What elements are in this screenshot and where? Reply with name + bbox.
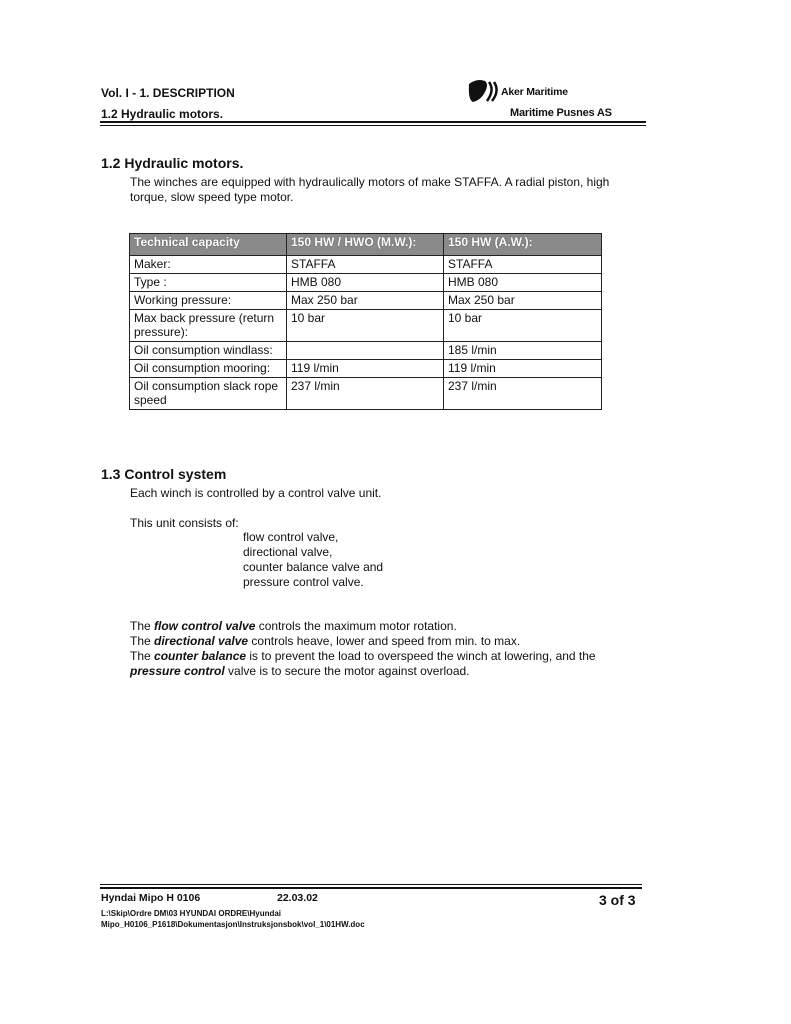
- desc-text: controls heave, lower and speed from min. to max.: [248, 634, 521, 648]
- table-cell: Maker:: [130, 256, 287, 274]
- table-cell: 185 l/min: [444, 342, 602, 360]
- desc-term: pressure control: [130, 664, 225, 678]
- desc-text: The: [130, 619, 155, 633]
- table-row: [130, 310, 602, 342]
- footer-rule-thin: [100, 884, 642, 885]
- list-item: flow control valve,: [243, 530, 339, 544]
- desc-line: [130, 664, 650, 679]
- table-row: [130, 378, 602, 410]
- desc-text: controls the maximum motor rotation.: [255, 619, 457, 633]
- desc-text: valve is to secure the motor against overload.: [224, 664, 470, 678]
- list-item: counter balance valve and: [243, 560, 384, 574]
- footer-project: Hyndai Mipo H 0106: [101, 892, 201, 904]
- table-cell: Max 250 bar: [444, 292, 602, 310]
- table-cell: 237 l/min: [287, 378, 444, 410]
- table-row: [130, 256, 602, 274]
- valve-list: [243, 530, 383, 590]
- desc-line: [130, 619, 650, 634]
- table-cell: STAFFA: [287, 256, 444, 274]
- valve-descriptions: [130, 619, 650, 679]
- table-cell: Type :: [130, 274, 287, 292]
- table-cell: 10 bar: [444, 310, 602, 342]
- desc-line: [130, 649, 650, 664]
- table-cell: 10 bar: [287, 310, 444, 342]
- table-cell: Max back pressure (return pressure):: [130, 310, 287, 342]
- control-intro: Each winch is controlled by a control valve unit.: [130, 486, 382, 500]
- header-subsidiary: Maritime Pusnes AS: [510, 107, 612, 119]
- header-rule: [100, 121, 646, 123]
- desc-term: counter balance: [154, 649, 247, 663]
- table-header-cell: 150 HW / HWO (M.W.):: [287, 234, 444, 256]
- desc-text: is to prevent the load to overspeed the winch at lowering, and the: [246, 649, 596, 663]
- aker-logo-icon: [467, 78, 501, 104]
- table-cell: STAFFA: [444, 256, 602, 274]
- table-header-row: [130, 234, 602, 256]
- table-cell: 119 l/min: [444, 360, 602, 378]
- header-rule-thin: [100, 125, 646, 126]
- table-row: [130, 292, 602, 310]
- table-cell: HMB 080: [287, 274, 444, 292]
- section-heading-hydraulic-motors: 1.2 Hydraulic motors.: [101, 155, 244, 171]
- table-row: [130, 360, 602, 378]
- section-heading-control-system: 1.3 Control system: [101, 466, 227, 482]
- table-cell: 237 l/min: [444, 378, 602, 410]
- table-row: [130, 274, 602, 292]
- header-company: Aker Maritime: [501, 86, 568, 98]
- table-cell: Oil consumption windlass:: [130, 342, 287, 360]
- desc-text: The: [130, 649, 155, 663]
- desc-term: flow control valve: [154, 619, 256, 633]
- table-cell: [287, 342, 444, 360]
- header-volume: Vol. I - 1. DESCRIPTION: [101, 86, 235, 100]
- table-header-cell: Technical capacity: [130, 234, 287, 256]
- footer-rule: [100, 887, 642, 889]
- table-row: [130, 342, 602, 360]
- list-item: directional valve,: [243, 545, 333, 559]
- list-item: pressure control valve.: [243, 575, 364, 589]
- desc-text: The: [130, 634, 155, 648]
- desc-line: [130, 634, 650, 649]
- unit-consists-label: This unit consists of:: [130, 516, 239, 530]
- table-cell: 119 l/min: [287, 360, 444, 378]
- table-cell: Max 250 bar: [287, 292, 444, 310]
- header-section: 1.2 Hydraulic motors.: [101, 107, 224, 121]
- file-path-line: Mipo_H0106_P1618\Dokumentasjon\Instruksjonsbok\vol_1\01HW.doc: [101, 920, 365, 929]
- section-intro: The winches are equipped with hydraulically motors of make STAFFA. A radial piston, high torque, slow speed type motor.: [130, 175, 610, 204]
- desc-term: directional valve: [154, 634, 249, 648]
- footer-file-path: [101, 908, 481, 930]
- table-cell: Working pressure:: [130, 292, 287, 310]
- table-cell: Oil consumption mooring:: [130, 360, 287, 378]
- footer-date: 22.03.02: [277, 892, 318, 904]
- table-cell: Oil consumption slack rope speed: [130, 378, 287, 410]
- table-cell: HMB 080: [444, 274, 602, 292]
- technical-capacity-table: [129, 233, 602, 410]
- page-number: 3 of 3: [599, 892, 636, 908]
- table-header-cell: 150 HW (A.W.):: [444, 234, 602, 256]
- file-path-line: L:\Skip\Ordre DM\03 HYUNDAI ORDRE\Hyundai: [101, 909, 282, 918]
